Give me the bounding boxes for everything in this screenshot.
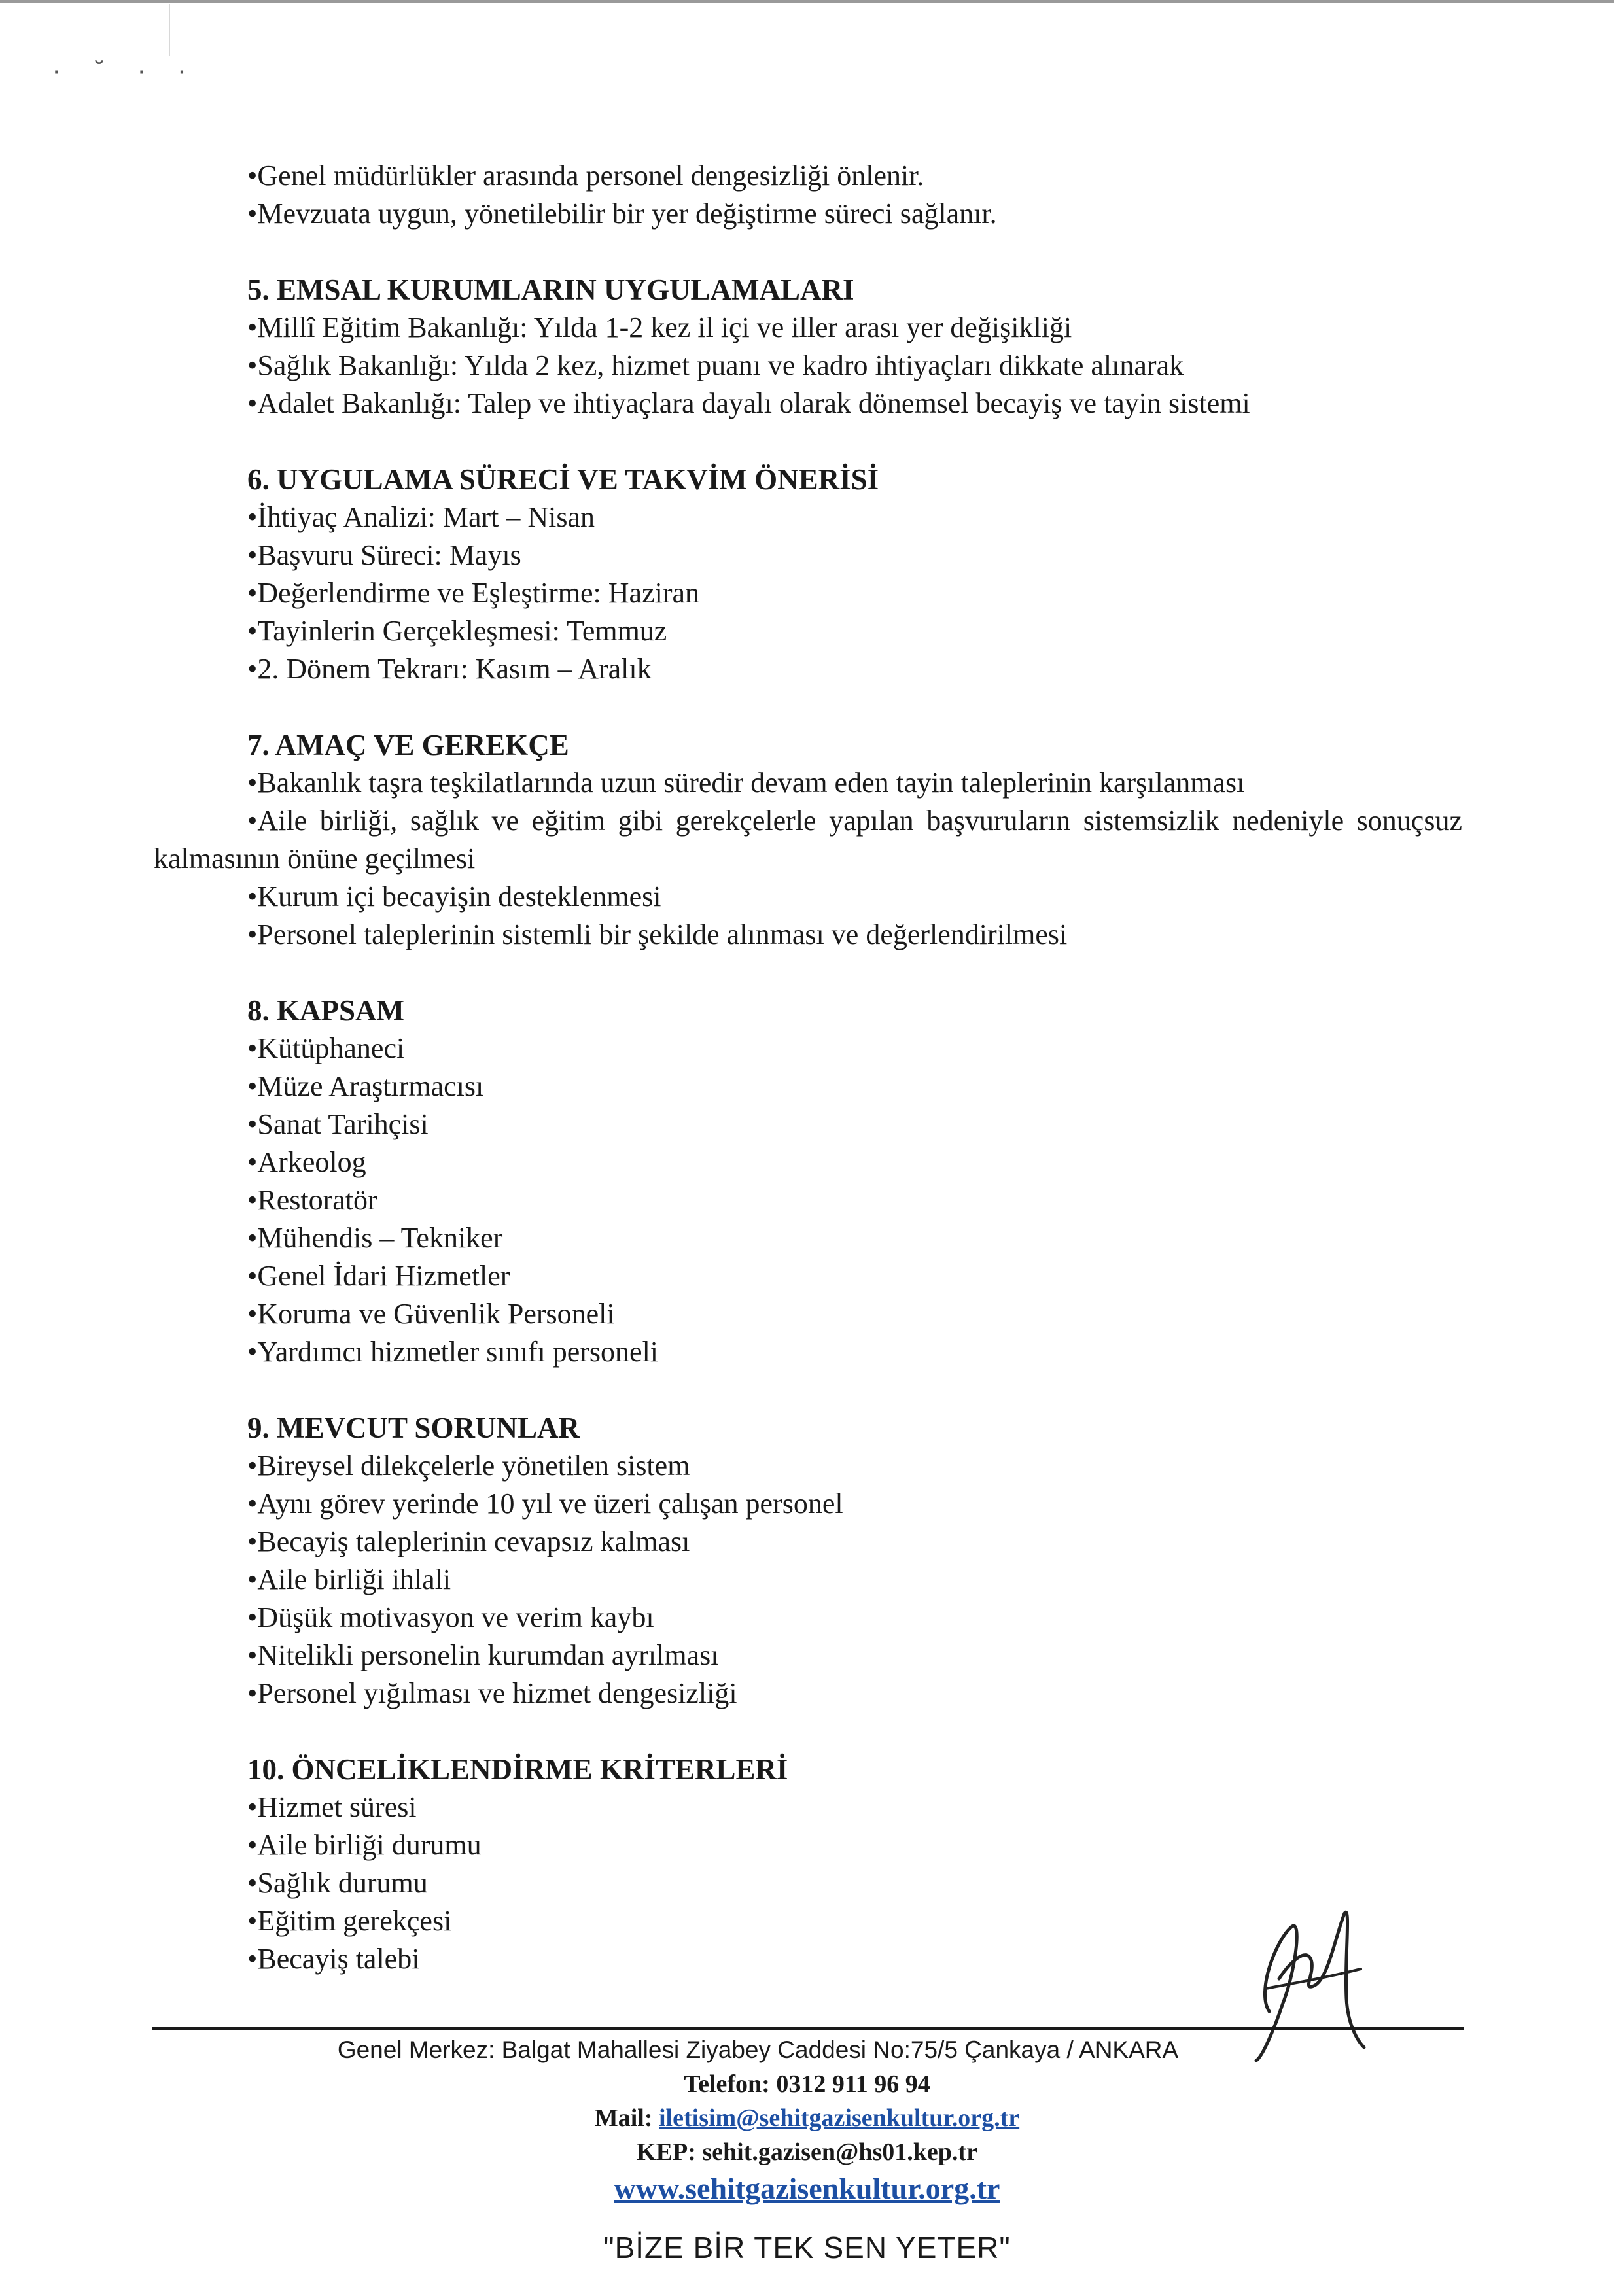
list-item: •Aynı görev yerinde 10 yıl ve üzeri çalışan personel <box>247 1487 843 1520</box>
list-item: •Becayiş talebi <box>247 1943 420 1975</box>
section-emsal-kurumlar <box>0 271 1614 423</box>
list-item: •2. Dönem Tekrarı: Kasım – Aralık <box>247 653 652 685</box>
list-item: •Bireysel dilekçelerle yönetilen sistem <box>247 1450 690 1482</box>
footer-kep: KEP: sehit.gazisen@hs01.kep.tr <box>637 2138 977 2166</box>
list-item: •Kurum içi becayişin desteklenmesi <box>247 880 661 913</box>
list-item: •Personel yığılması ve hizmet dengesizliği <box>247 1677 737 1709</box>
list-item: •Mühendis – Tekniker <box>247 1222 503 1254</box>
section-heading: 5. EMSAL KURUMLARIN UYGULAMALARI <box>247 273 854 306</box>
list-item: •Sağlık Bakanlığı: Yılda 2 kez, hizmet puanı ve kadro ihtiyaçları dikkate alınarak <box>247 349 1184 381</box>
list-item: •Kütüphaneci <box>247 1032 405 1064</box>
section-amac-gerekce <box>0 726 1614 954</box>
section-heading: 7. AMAÇ VE GEREKÇE <box>247 729 569 761</box>
section-mevcut-sorunlar <box>0 1409 1614 1713</box>
section-heading: 8. KAPSAM <box>247 994 404 1027</box>
section-heading: 6. UYGULAMA SÜRECİ VE TAKVİM ÖNERİSİ <box>247 463 879 496</box>
list-item: •Genel İdari Hizmetler <box>247 1260 510 1292</box>
list-item: •Eğitim gerekçesi <box>247 1905 452 1937</box>
list-item: •Değerlendirme ve Eşleştirme: Haziran <box>247 577 700 609</box>
list-item: •Mevzuata uygun, yönetilebilir bir yer değiştirme süreci sağlanır. <box>247 198 997 230</box>
footer-mail-line <box>0 2101 1614 2135</box>
list-item: •Genel müdürlükler arasında personel dengesizliği önlenir. <box>247 160 924 192</box>
list-item: •Hizmet süresi <box>247 1791 417 1823</box>
footer-phone: Telefon: 0312 911 96 94 <box>684 2070 930 2098</box>
section-heading: 9. MEVCUT SORUNLAR <box>247 1412 580 1444</box>
list-item: •Müze Araştırmacısı <box>247 1070 484 1102</box>
list-item: •Aile birliği durumu <box>247 1829 482 1861</box>
top-scan-edge <box>0 0 1614 3</box>
list-item: •Düşük motivasyon ve verim kaybı <box>247 1601 654 1633</box>
list-item: •Nitelikli personelin kurumdan ayrılması <box>247 1639 719 1671</box>
list-item: •İhtiyaç Analizi: Mart – Nisan <box>247 501 595 533</box>
list-item: •Tayinlerin Gerçekleşmesi: Temmuz <box>247 615 667 647</box>
section-kapsam <box>0 992 1614 1371</box>
list-item: •Sanat Tarihçisi <box>247 1108 429 1140</box>
footer-mail-link[interactable]: iletisim@sehitgazisenkultur.org.tr <box>659 2104 1020 2132</box>
letterhead-footer <box>0 2033 1614 2267</box>
list-item: •Arkeolog <box>247 1146 366 1178</box>
list-item: •Millî Eğitim Bakanlığı: Yılda 1-2 kez il içi ve iller arası yer değişikliği <box>247 311 1072 343</box>
footer-mail-label: Mail: <box>594 2104 653 2132</box>
list-item: •Aile birliği ihlali <box>247 1563 451 1595</box>
footer-website-link[interactable]: www.sehitgazisenkultur.org.tr <box>614 2172 1000 2205</box>
list-item: •Restoratör <box>247 1184 377 1216</box>
list-item: •Aile birliği, sağlık ve eğitim gibi gerekçelerle yapılan başvuruların sistemsizlik nedeniyle sonuçsuz kalmasının önüne geçilmesi <box>154 805 1462 875</box>
list-item: •Becayiş taleplerinin cevapsız kalması <box>247 1525 690 1557</box>
footer-address: Genel Merkez: Balgat Mahallesi Ziyabey Caddesi No:75/5 Çankaya / ANKARA <box>337 2036 1179 2063</box>
list-item: •Adalet Bakanlığı: Talep ve ihtiyaçlara dayalı olarak dönemsel becayiş ve tayin sistemi <box>247 387 1250 419</box>
list-item: •Personel taleplerinin sistemli bir şekilde alınması ve değerlendirilmesi <box>247 918 1068 950</box>
list-item: •Başvuru Süreci: Mayıs <box>247 539 521 571</box>
document-body <box>0 157 1614 2016</box>
section-uygulama-sureci <box>0 461 1614 688</box>
footer-website-line <box>0 2169 1614 2208</box>
scan-artifact-marks: · ˘ · · <box>52 58 198 88</box>
list-item: •Bakanlık taşra teşkilatlarında uzun süredir devam eden tayin taleplerinin karşılanması <box>247 767 1245 799</box>
list-item: •Koruma ve Güvenlik Personeli <box>247 1298 615 1330</box>
section-heading: 10. ÖNCELİKLENDİRME KRİTERLERİ <box>247 1753 788 1786</box>
footer-motto: "BİZE BİR TEK SEN YETER" <box>603 2231 1011 2265</box>
list-item: •Yardımcı hizmetler sınıfı personeli <box>247 1336 659 1368</box>
scan-edge-tick <box>169 4 170 56</box>
footer-divider <box>152 2027 1464 2030</box>
list-item: •Sağlık durumu <box>247 1867 428 1899</box>
intro-list <box>0 157 1614 233</box>
